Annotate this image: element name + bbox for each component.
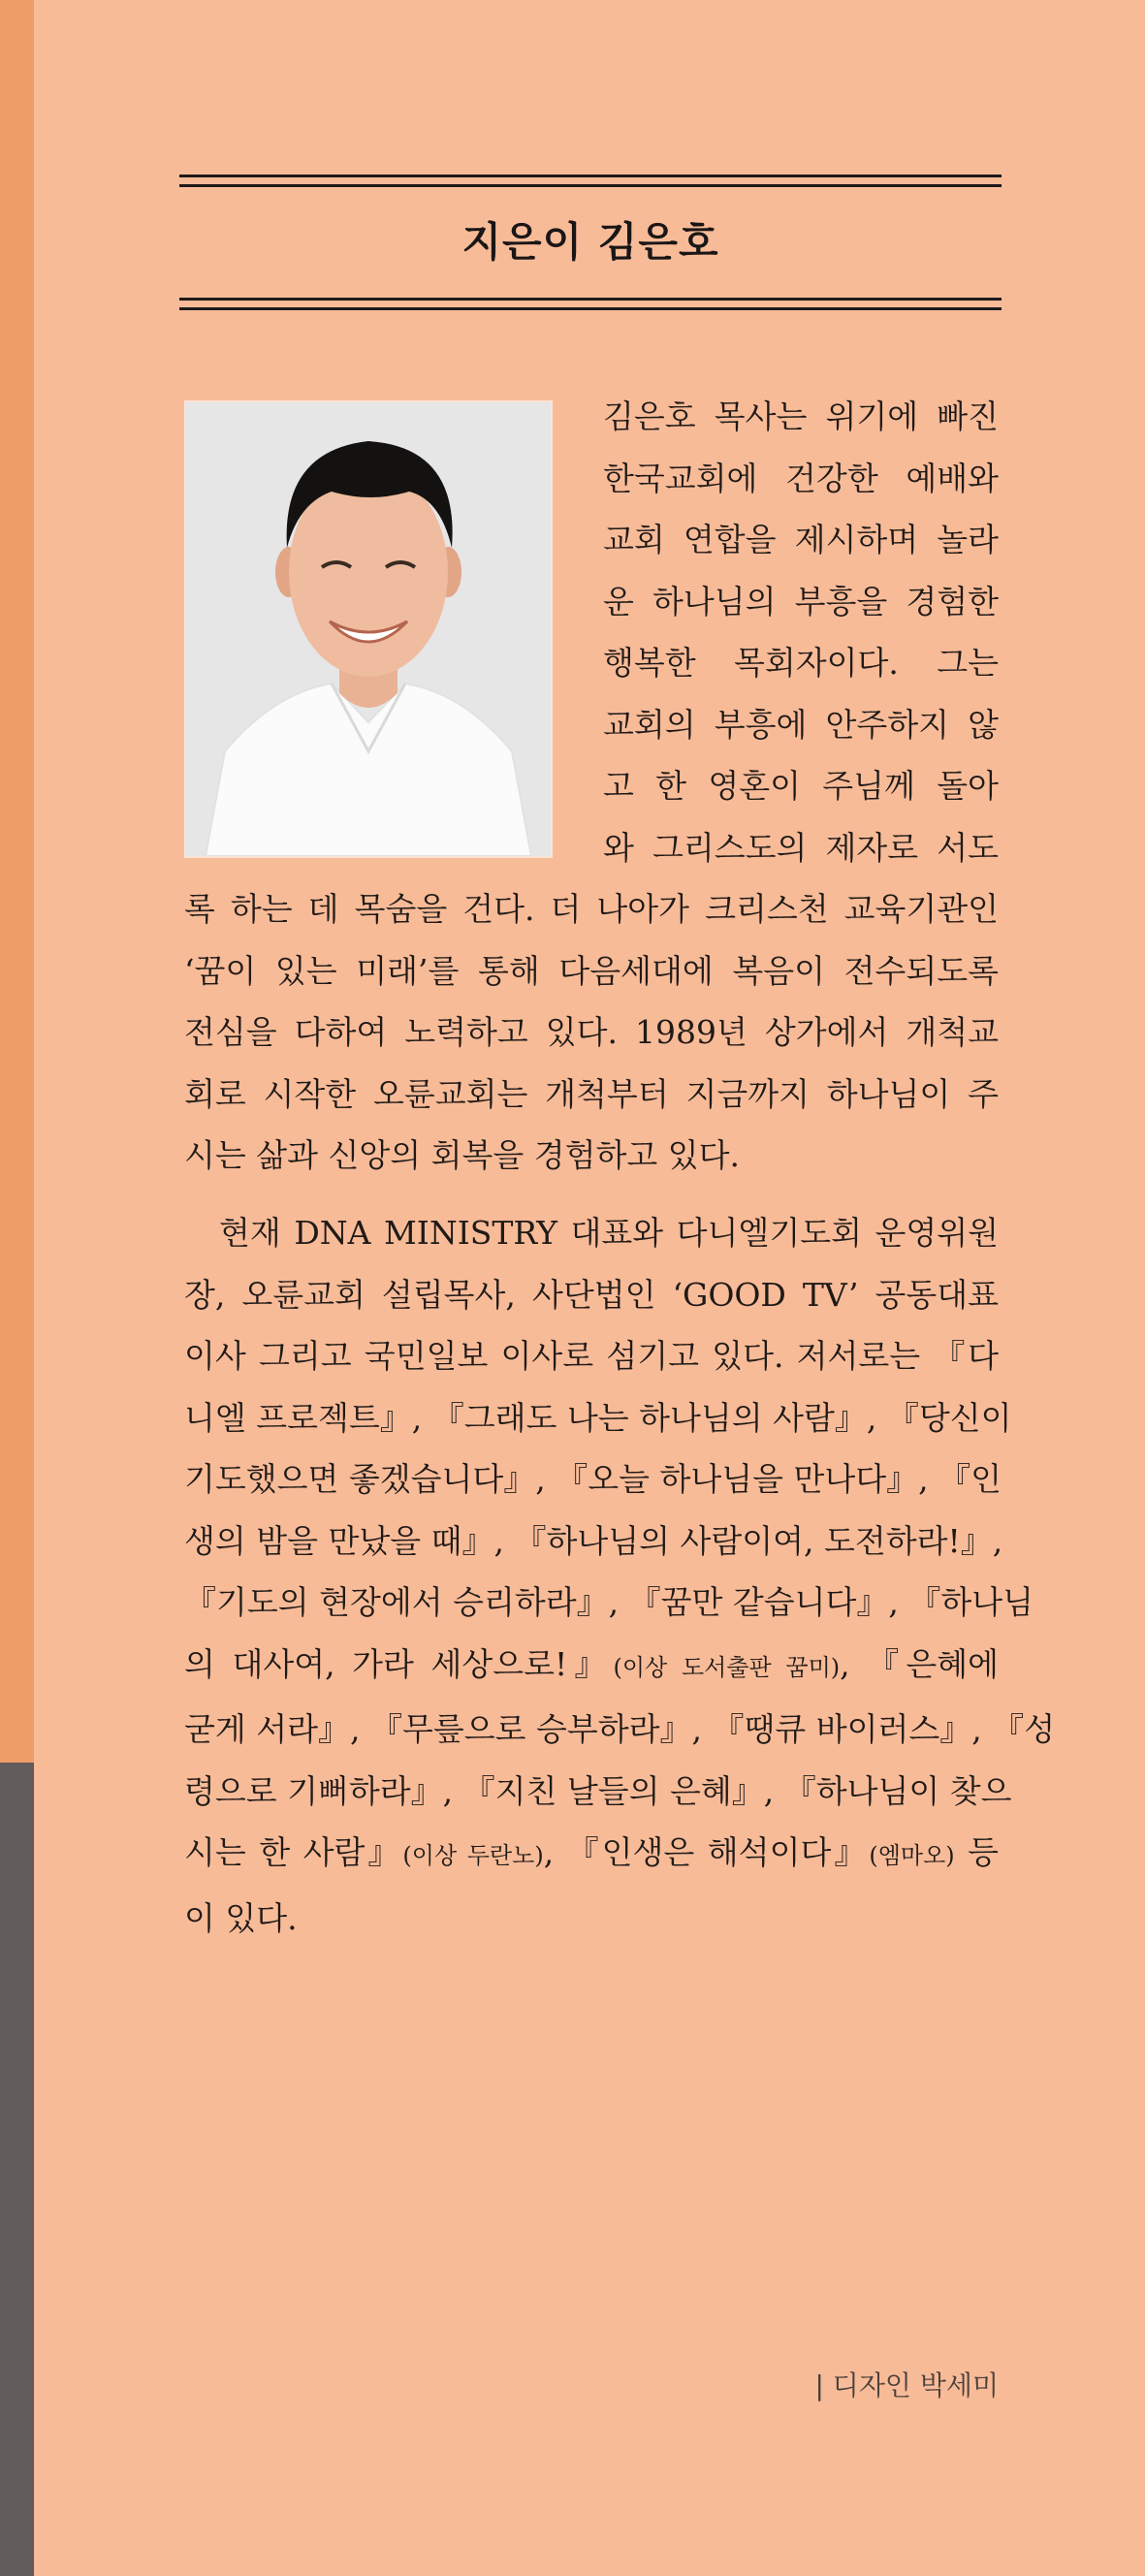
- bio-line: 한국교회에 건강한 예배와: [603, 459, 999, 497]
- career-line: 『기도의 현장에서 승리하라』, 『꿈만 같습니다』, 『하나님: [184, 1583, 1034, 1621]
- author-bio-intro: [603, 386, 999, 878]
- page-title: 지은이 김은호: [461, 218, 719, 266]
- career-line: 령으로 기뻐하라』, 『지친 날들의 은혜』, 『하나님이 찾으: [184, 1771, 1012, 1810]
- author-photo: [184, 400, 553, 858]
- bio-line: 김은호 목사는 위기에 빠진: [603, 398, 999, 435]
- bio-line: 교회의 부흥에 안주하지 않: [603, 705, 999, 744]
- title-rule-top-inner: [179, 184, 1002, 187]
- career-line: 시는 한 사람』(이상 두란노), 『인생은 해석이다』(엠마오) 등: [184, 1833, 999, 1871]
- career-line: 이사 그리고 국민일보 이사로 섬기고 있다. 저서로는 『다: [184, 1337, 999, 1375]
- title-rule-bottom-outer: [179, 307, 1002, 310]
- career-line: 니엘 프로젝트』, 『그래도 나는 하나님의 사람』, 『당신이: [184, 1398, 1012, 1437]
- publisher-note: (엠마오): [869, 1842, 955, 1869]
- bio-line: 고 한 영혼이 주님께 돌아: [603, 767, 999, 805]
- bio-line: 운 하나님의 부흥을 경험한: [603, 582, 999, 620]
- author-bio-continued: [184, 878, 999, 1187]
- career-line: 장, 오륜교회 설립목사, 사단법인 ‘GOOD TV’ 공동대표: [184, 1275, 999, 1314]
- bio-line: ‘꿈이 있는 미래’를 통해 다음세대에 복음이 전수되도록: [184, 951, 999, 990]
- designer-credit: | 디자인 박세미: [814, 2369, 999, 2401]
- bio-line: 전심을 다하여 노력하고 있다. 1989년 상가에서 개척교: [184, 1013, 999, 1051]
- author-career-and-books: [184, 1202, 1056, 1949]
- career-line: 생의 밤을 만났을 때』, 『하나님의 사람이여, 도전하라!』,: [184, 1521, 1003, 1560]
- career-line: 굳게 서라』, 『무릎으로 승부하라』, 『땡큐 바이러스』, 『성: [184, 1710, 1056, 1748]
- spine-accent-top: [0, 0, 34, 1763]
- bio-line: 회로 시작한 오륜교회는 개척부터 지금까지 하나님이 주: [184, 1074, 999, 1113]
- publisher-note: (이상 두란노): [402, 1842, 544, 1869]
- career-line: 이 있다.: [184, 1898, 298, 1937]
- career-line: 의 대사여, 가라 세상으로!』(이상 도서출판 꿈미), 『은혜에: [184, 1644, 999, 1683]
- author-portrait-illustration: [186, 402, 551, 856]
- bio-line: 행복한 목회자이다. 그는: [603, 644, 999, 682]
- bio-line: 교회 연합을 제시하며 놀라: [603, 521, 999, 558]
- bio-line: 시는 삶과 신앙의 회복을 경험하고 있다.: [184, 1136, 740, 1174]
- bio-line: 록 하는 데 목숨을 건다. 더 나아가 크리스천 교육기관인: [184, 890, 999, 928]
- title-rule-top-outer: [179, 175, 1002, 177]
- career-line: 기도했으면 좋겠습니다』, 『오늘 하나님을 만나다』, 『인: [184, 1460, 1002, 1498]
- spine-accent-bottom: [0, 1763, 34, 2576]
- title-rule-bottom-inner: [179, 298, 1002, 301]
- publisher-note: (이상 도서출판 꿈미): [613, 1653, 841, 1681]
- bio-line: 와 그리스도의 제자로 서도: [603, 828, 999, 867]
- career-line: 현재 DNA MINISTRY 대표와 다니엘기도회 운영위원: [184, 1214, 999, 1252]
